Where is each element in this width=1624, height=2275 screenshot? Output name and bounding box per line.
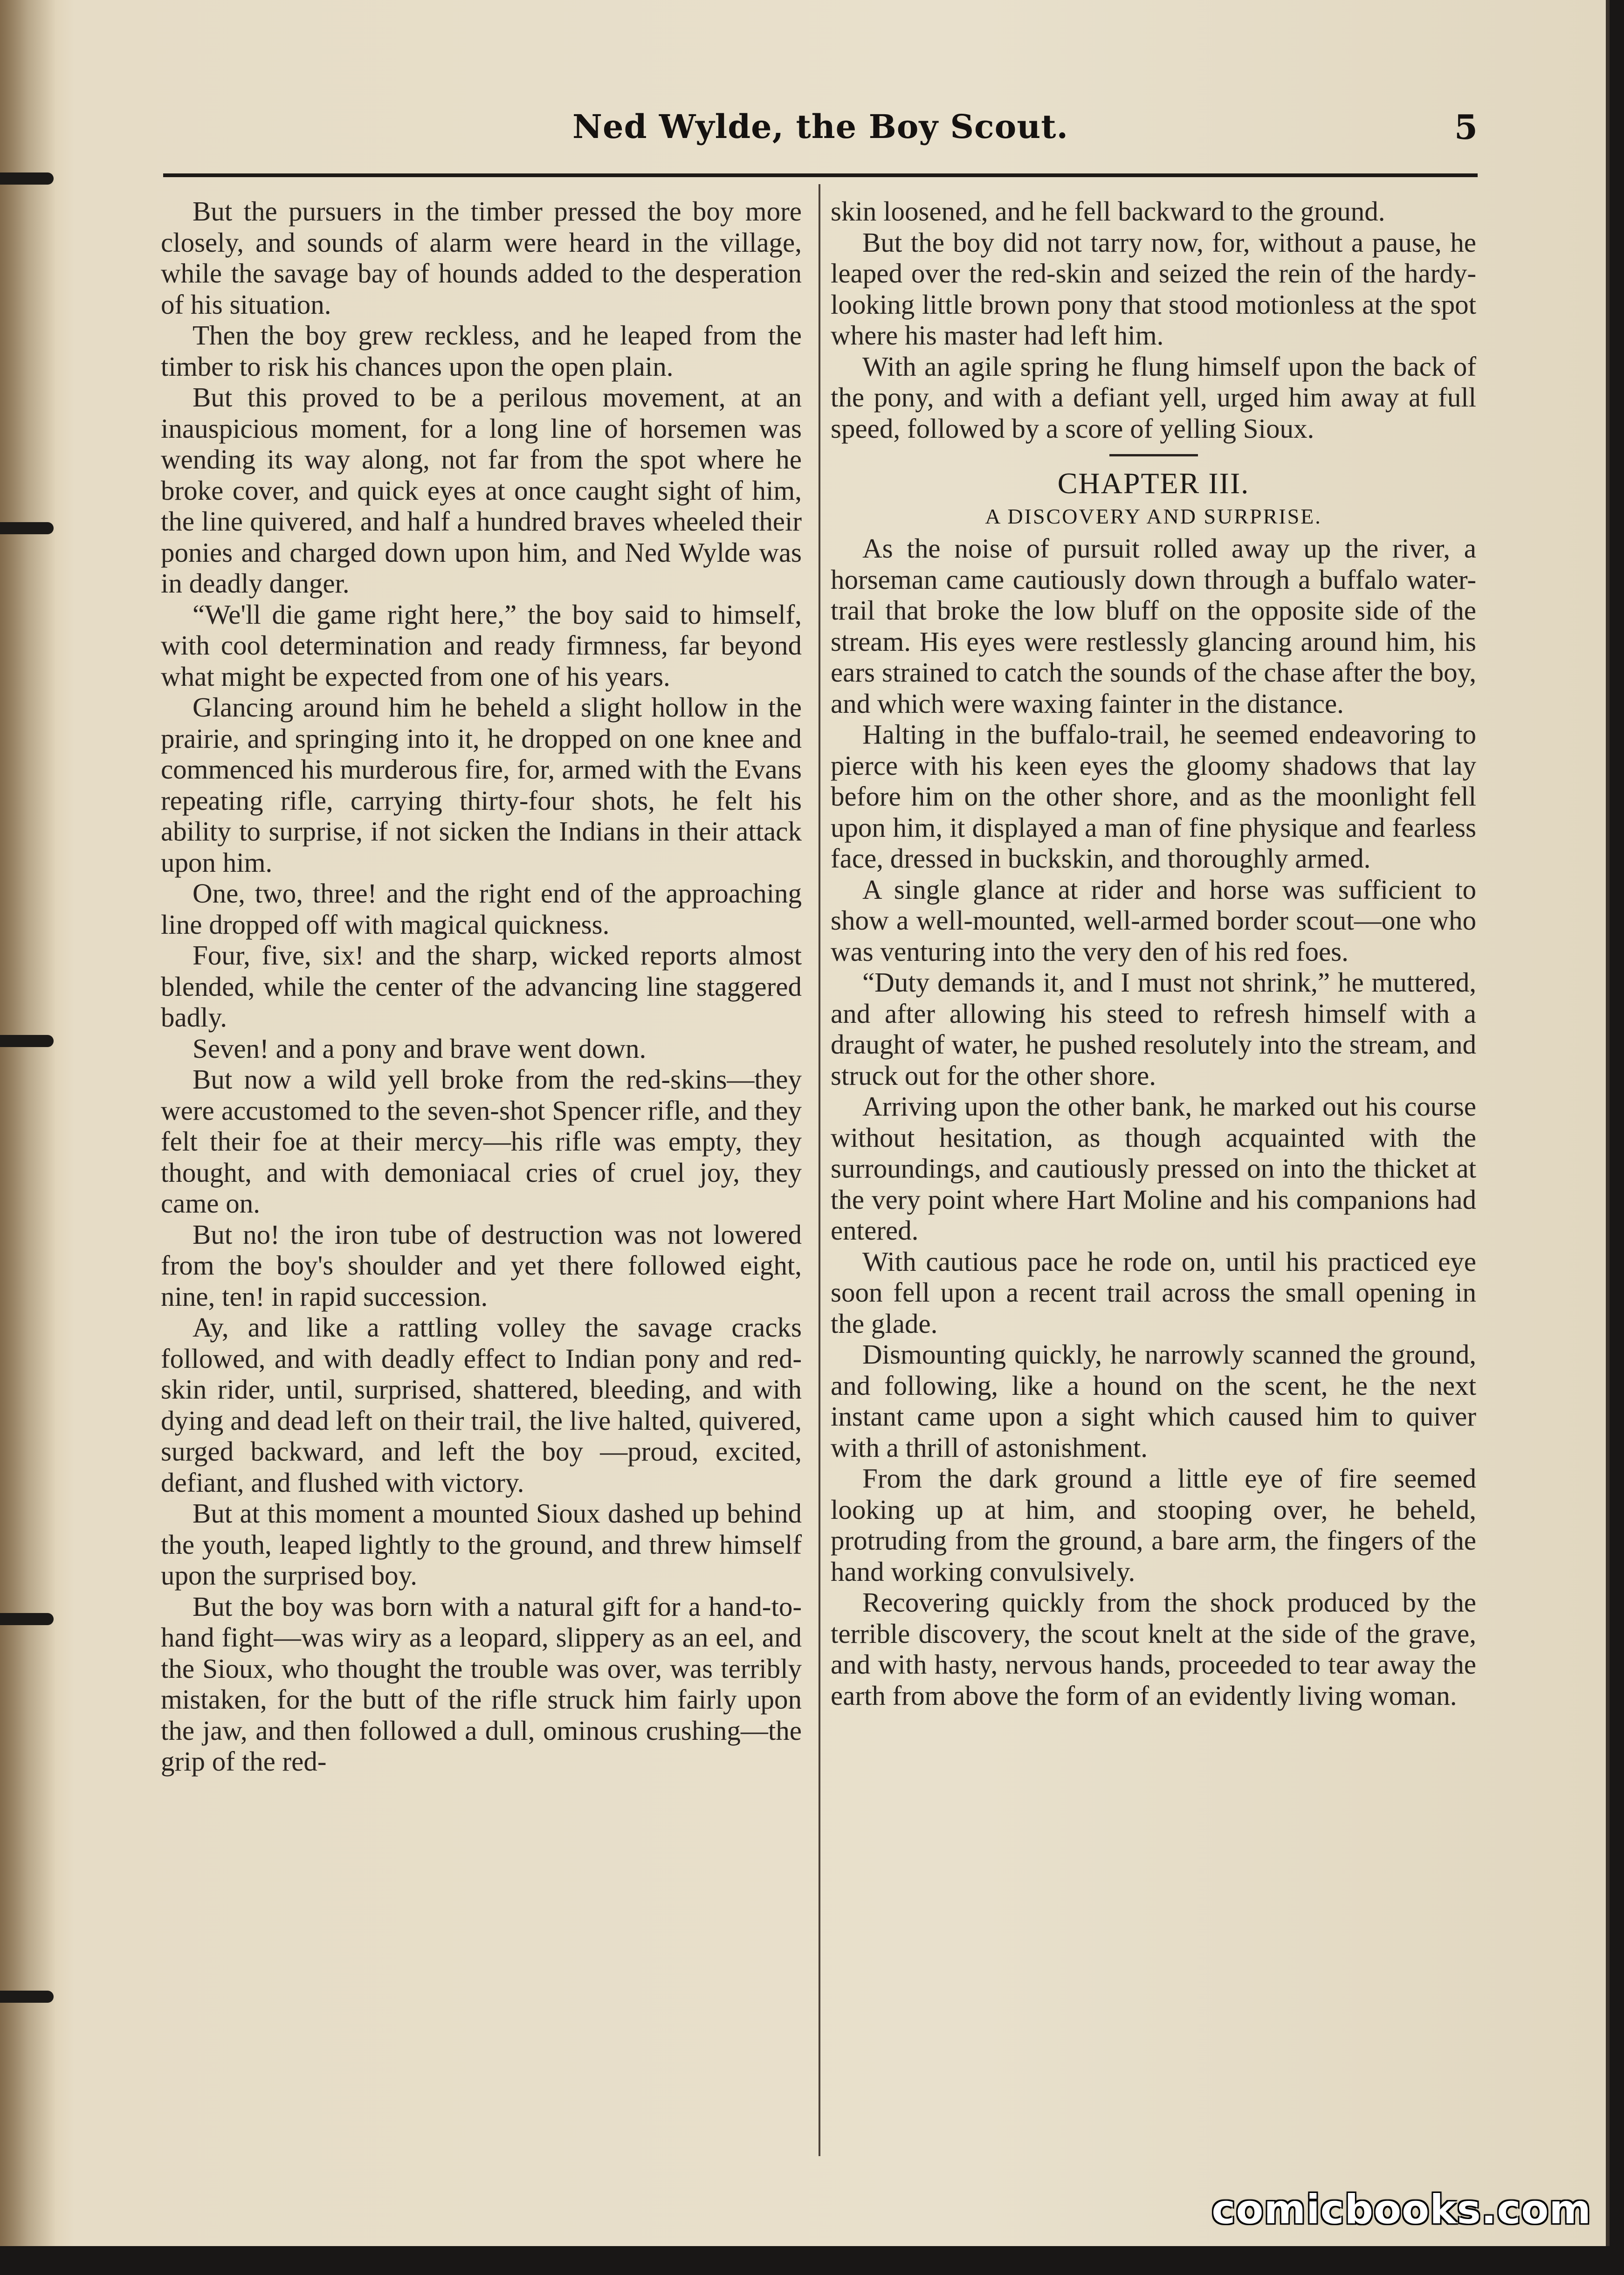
- paragraph: With cautious pace he rode on, until his practiced eye soon fell upon a recent trail across the small opening in the glade.: [831, 1246, 1476, 1339]
- paragraph: But the boy was born with a natural gift for a hand-to-hand fight—was wiry as a leopard, slippery as an eel, and the Sioux, who thought the trouble was over, was terribly mistaken, for the butt of the rifle struck him fairly upon the jaw, and then followed a dull, ominous crushing—the grip of the red-: [161, 1591, 802, 1777]
- chapter-subtitle: A DISCOVERY AND SURPRISE.: [985, 504, 1322, 528]
- paragraph: But at this moment a mounted Sioux dashed up behind the youth, leaped lightly to the ground, and threw himself upon the surprised boy.: [161, 1498, 802, 1591]
- watermark: comicbooks.com: [1211, 2186, 1591, 2233]
- column-divider: [819, 184, 820, 2156]
- page-header: [163, 107, 1478, 163]
- paragraph: Four, five, six! and the sharp, wicked reports almost blended, while the center of the advancing line staggered badly.: [161, 940, 802, 1033]
- chapter-heading: CHAPTER III.: [1057, 467, 1250, 500]
- binding-stitch: [0, 1991, 54, 2003]
- paragraph: But now a wild yell broke from the red-skins—they were accustomed to the seven-shot Spencer rifle, and they felt their foe at their mercy—his rifle was empty, they thought, and with demoniacal cries of cruel joy, they came on.: [161, 1064, 802, 1219]
- paragraph: Glancing around him he beheld a slight hollow in the prairie, and springing into it, he dropped on one knee and commenced his murderous fire, for, armed with the Evans repeating rifle, carrying thirty-four shots, he felt his ability to surprise, if not sicken the Indians in their attack upon him.: [161, 692, 802, 878]
- binding-shadow: [0, 0, 56, 2246]
- binding-stitch: [0, 1613, 54, 1625]
- paragraph: Ay, and like a rattling volley the savage cracks followed, and with deadly effect to Indian pony and red-skin rider, until, surprised, shattered, bleeding, and with dying and dead left on their trail, the live halted, quivered, surged backward, and left the boy —proud, excited, defiant, and flushed with victory.: [161, 1312, 802, 1498]
- binding-stitch: [0, 1035, 54, 1047]
- paragraph: But this proved to be a perilous movement, at an inauspicious moment, for a long line of horsemen was wending its way along, not far from the spot where he broke cover, and quick eyes at once caught sight of him, the line quivered, and half a hundred braves wheeled their ponies and charged down upon him, and Ned Wylde was in deadly danger.: [161, 382, 802, 599]
- paragraph: Halting in the buffalo-trail, he seemed endeavoring to pierce with his keen eyes the gloomy shadows that lay before him on the other shore, and as the moonlight fell upon him, it displayed a man of fine physique and fearless face, dressed in buckskin, and thoroughly armed.: [831, 719, 1476, 874]
- paragraph: But the pursuers in the timber pressed the boy more closely, and sounds of alarm were heard in the village, while the savage bay of hounds added to the desperation of his situation.: [161, 196, 802, 320]
- header-rule: [163, 173, 1478, 177]
- paragraph: Arriving upon the other bank, he marked out his course without hesitation, as though acquainted with the surroundings, and cautiously pressed on into the thicket at the very point where Hart Moline and his companions had entered.: [831, 1091, 1476, 1246]
- right-column: [831, 196, 1476, 1711]
- paragraph: “We'll die game right here,” the boy said to himself, with cool determination and ready firmness, far beyond what might be expected from one of his years.: [161, 599, 802, 692]
- paragraph: A single glance at rider and horse was sufficient to show a well-mounted, well-armed border scout—one who was venturing into the very den of his red foes.: [831, 874, 1476, 967]
- paragraph: “Duty demands it, and I must not shrink,” he muttered, and after allowing his steed to refresh himself with a draught of water, he pushed resolutely into the stream, and struck out for the other shore.: [831, 967, 1476, 1091]
- paragraph: Recovering quickly from the shock produced by the terrible discovery, the scout knelt at the side of the grave, and with hasty, nervous hands, proceeded to tear away the earth from above the form of an evidently living woman.: [831, 1587, 1476, 1711]
- running-title: Ned Wylde, the Boy Scout.: [572, 107, 1068, 146]
- paragraph: One, two, three! and the right end of the approaching line dropped off with magical quickness.: [161, 878, 802, 940]
- continued-paragraph: skin loosened, and he fell backward to the ground.: [831, 196, 1385, 227]
- paragraph: From the dark ground a little eye of fire seemed looking up at him, and stooping over, he beheld, protruding from the ground, a bare arm, the fingers of the hand working convulsively.: [831, 1463, 1476, 1587]
- chapter-rule: [1109, 454, 1198, 456]
- page-number: 5: [1454, 107, 1478, 147]
- paragraph: But the boy did not tarry now, for, without a pause, he leaped over the red-skin and seized the rein of the hardy-looking little brown pony that stood motionless at the spot where his master had left him.: [831, 227, 1476, 351]
- paragraph: Dismounting quickly, he narrowly scanned the ground, and following, like a hound on the scent, he the next instant came upon a sight which caused him to quiver with a thrill of astonishment.: [831, 1339, 1476, 1463]
- binding-stitch: [0, 522, 54, 534]
- paragraph: Seven! and a pony and brave went down.: [193, 1033, 647, 1064]
- left-column: [161, 196, 802, 1777]
- paragraph: Then the boy grew reckless, and he leaped from the timber to risk his chances upon the open plain.: [161, 320, 802, 382]
- binding-stitch: [0, 172, 54, 185]
- paragraph: But no! the iron tube of destruction was not lowered from the boy's shoulder and yet there followed eight, nine, ten! in rapid succession.: [161, 1219, 802, 1312]
- paragraph: With an agile spring he flung himself upon the back of the pony, and with a defiant yell, urged him away at full speed, followed by a score of yelling Sioux.: [831, 351, 1476, 444]
- paragraph: As the noise of pursuit rolled away up the river, a horseman came cautiously down through a buffalo water-trail that broke the low bluff on the opposite side of the stream. His eyes were restlessly glancing around him, his ears strained to catch the sounds of the chase after the boy, and which were waxing fainter in the distance.: [831, 533, 1476, 719]
